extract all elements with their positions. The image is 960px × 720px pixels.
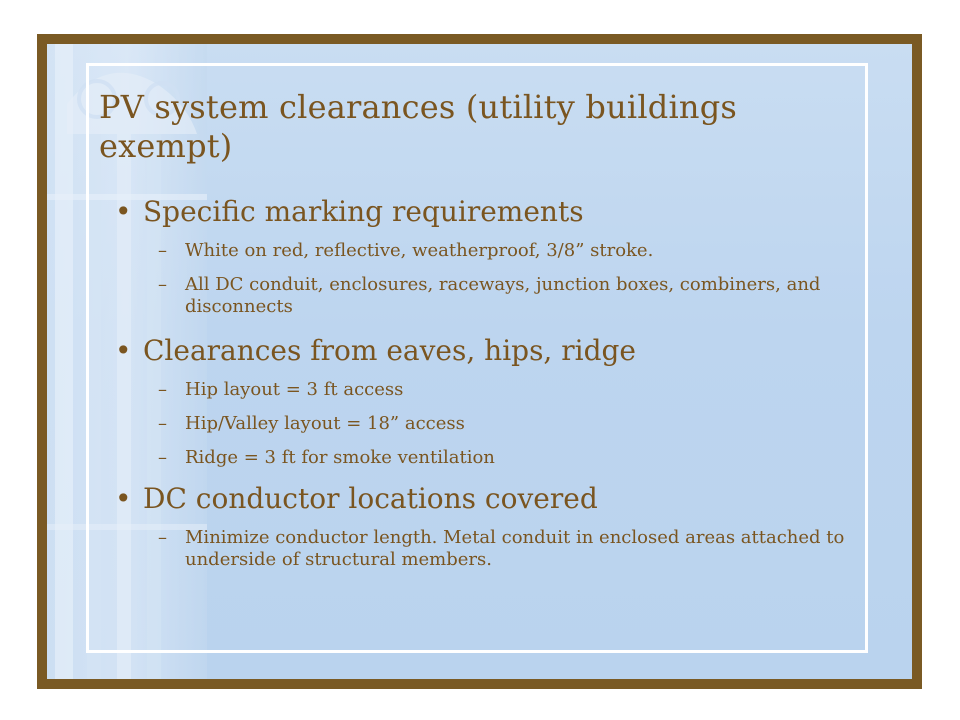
sub-item-text: White on red, reflective, weatherproof, 3/8” stroke. xyxy=(185,240,654,261)
dash-marker: – xyxy=(158,240,167,261)
sub-item xyxy=(113,447,853,469)
bullet-text: Specific marking requirements xyxy=(143,195,584,228)
dash-marker: – xyxy=(158,413,167,434)
slide-canvas xyxy=(47,44,912,679)
slide-title: PV system clearances (utility buildings exempt) xyxy=(99,88,738,165)
dash-marker: – xyxy=(158,447,167,468)
bullet-3 xyxy=(113,481,853,517)
sub-item xyxy=(113,240,853,262)
bullet-dot: • xyxy=(115,334,132,367)
bullet-2 xyxy=(113,333,853,369)
bullet-text: DC conductor locations covered xyxy=(143,482,598,515)
dash-marker: – xyxy=(158,527,167,548)
slide-content xyxy=(113,194,853,571)
sub-item-text: Ridge = 3 ft for smoke ventilation xyxy=(185,447,495,468)
sub-item xyxy=(113,379,853,401)
sub-item-text: Hip layout = 3 ft access xyxy=(185,379,404,400)
dash-marker: – xyxy=(158,274,167,295)
bullet-text: Clearances from eaves, hips, ridge xyxy=(143,334,636,367)
bullet-dot: • xyxy=(115,482,132,515)
dash-marker: – xyxy=(158,379,167,400)
sub-item xyxy=(113,413,853,435)
bullet-1 xyxy=(113,194,853,230)
sub-item-text: Minimize conductor length. Metal conduit in enclosed areas attached to underside of structural members. xyxy=(185,527,845,570)
sub-item-text: Hip/Valley layout = 18” access xyxy=(185,413,465,434)
sub-item xyxy=(113,274,853,318)
sub-item xyxy=(113,527,853,571)
sub-item-text: All DC conduit, enclosures, raceways, junction boxes, combiners, and disconnects xyxy=(185,274,821,317)
bullet-dot: • xyxy=(115,195,132,228)
